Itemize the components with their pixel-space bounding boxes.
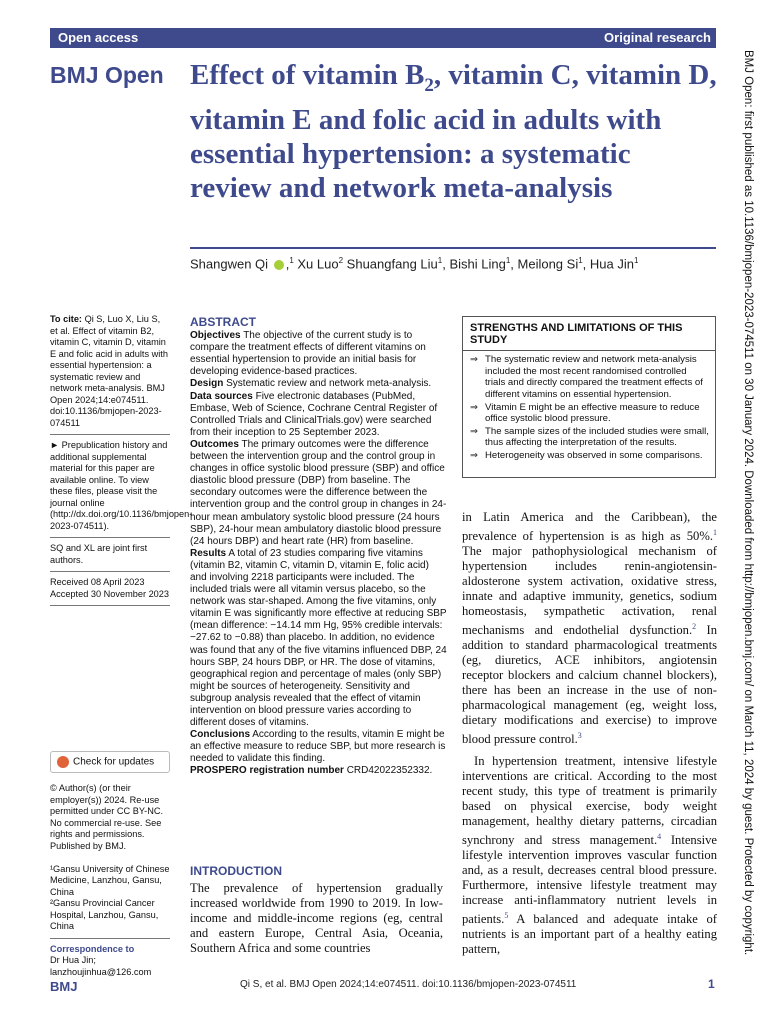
strength-item: ⇒ The sample sizes of the included studies were small, thus affecting the interpretation of the results.: [485, 426, 709, 449]
page-number: 1: [708, 977, 715, 991]
abstract-design: Design Systematic review and network meta-analysis.: [190, 378, 432, 390]
abstract-outcomes: Outcomes The primary outcomes were the difference between the intervention group and the control group in changes in office systolic blood pressure (SBP) and office diastolic blood pressure (DBP) from baseline. The secondary outcomes were the difference between the intervention group and the control group in changes in 24-hour mean ambulatory systolic blood pressure (24 hours SBP), 24-hour mean ambulatory diastolic blood pressure (24 hours DBP) and heart rate (HR) from baseline.: [190, 438, 447, 547]
reference-link[interactable]: 1: [713, 528, 717, 537]
reference-link[interactable]: 2: [692, 622, 697, 632]
author-name[interactable]: Meilong Si: [517, 256, 579, 272]
strength-item: ⇒ Vitamin E might be an effective measure to reduce office systolic blood pressure.: [485, 402, 709, 425]
article-type-label: Original research: [604, 30, 711, 45]
abstract-prospero: PROSPERO registration number CRD42022352332.: [190, 765, 433, 777]
prepub-note[interactable]: ► Prepublication history and additional supplemental material for this paper are available online. To view these files, please visit the journal online (http://dx.doi.org/10.1136/bmjopen-2023-074511).: [50, 440, 193, 531]
footer-citation: Qi S, et al. BMJ Open 2024;14:e074511. doi:10.1136/bmjopen-2023-074511: [240, 979, 577, 990]
top-banner: [50, 28, 716, 48]
strengths-box: [462, 316, 716, 478]
check-updates-button[interactable]: Check for updates: [50, 751, 170, 773]
affiliation-2: ²Gansu Provincial Cancer Hospital, Lanzhou, Gansu, China: [50, 898, 159, 932]
author-name[interactable]: Xu Luo: [297, 256, 339, 272]
correspondence-email[interactable]: lanzhoujinhua@126.com: [50, 966, 152, 977]
side-download-note: BMJ Open: first published as 10.1136/bmjopen-2023-074511 on 30 January 2024. Downloaded from http://bmjopen.bmj.com/ on March 11, 2024 by guest. Protected by copyright.: [742, 50, 754, 956]
body-text-column: [462, 510, 717, 957]
footer-logo: BMJ: [50, 979, 78, 994]
received-date: Received 08 April 2023: [50, 577, 145, 587]
abstract: [190, 316, 448, 778]
paragraph: In hypertension treatment, intensive lifestyle interventions are critical. According to the most recent study, this type of treatment is primarily based on physical exercise, body weight management, healthy dietary patterns, circadian synchrony and stress management.$^4$ Intensive lifestyle intervention improves vascular function and, as a result, decreases central blood pressure. Furthermore, intensive lifestyle treatment may increase anti-inflammatory nutrient levels in patients.$^5$ A balanced and adequate intake of nutrients is an important part of a healthy eating pattern,: [462, 753, 717, 956]
reference-link[interactable]: 5: [504, 910, 509, 920]
abstract-objectives: Objectives The objective of the current study is to compare the treatment effects of different vitamins on essential hypertension to provide an initial basis for developing evidence-based practices.: [190, 330, 426, 378]
strength-item: ⇒ Heterogeneity was observed in some comparisons.: [485, 450, 709, 462]
author-list: Shangwen Qi ,$^1$ Xu Luo$^2$ Shuangfang Liu$^1$, Bishi Ling$^1$, Meilong Si$^1$, Hua Jin$^1$: [190, 256, 639, 272]
affiliation-1: ¹Gansu University of Chinese Medicine, Lanzhou, Gansu, China: [50, 863, 170, 897]
left-sidebar: [50, 314, 193, 978]
abstract-heading: ABSTRACT: [190, 315, 256, 329]
joint-authors-note: SQ and XL are joint first authors.: [50, 543, 148, 565]
journal-logo: BMJ Open: [50, 62, 164, 88]
intro-heading: INTRODUCTION: [190, 864, 282, 878]
author-name[interactable]: Shuangfang Liu: [346, 256, 438, 272]
accepted-date: Accepted 30 November 2023: [50, 588, 170, 599]
paragraph: in Latin America and the Caribbean), the prevalence of hypertension is as high as 50%.$^1$ The major pathophysiological mechanism of hypertension includes renin-angiotensin-aldosterone system activation, oxidative stress, innate and adaptive immunity, genetics, sodium homeostasis, sympathetic activation, renal mechanisms and endothelial dysfunction.$^2$ In addition to standard pharmacological treatments (eg, diuretics, ACE inhibitors, angiotensin receptor blockers and calcium channel blockers), there has been an increase in the use of non-pharmacological management (eg, weight loss, dietary modifications and exercise) to improve blood pressure control.$^3$: [462, 510, 718, 747]
intro-text: The prevalence of hypertension gradually increased worldwide from 1990 to 2019. In low-income and middle-income regions (eg, central and eastern Europe, Central Asia, Oceania, Southern Africa and some countries: [190, 881, 443, 955]
strength-item: ⇒ The systematic review and network meta-analysis included the most recent randomised controlled trials and directly compared the treatment effects of different vitamins on essential hypertension.: [485, 354, 709, 400]
orcid-icon[interactable]: [274, 260, 284, 270]
article-title: Effect of vitamin $B_2$, vitamin C, vitamin D, vitamin E and folic acid in adults with essential hypertension: a systematic review and network meta-analysis: [190, 59, 717, 204]
copyright: © Author(s) (or their employer(s)) 2024. Re-use permitted under CC BY-NC. No commercial re-use. See rights and permissions. Published by BMJ.: [50, 783, 164, 851]
reference-link[interactable]: 3: [577, 731, 582, 741]
reference-link[interactable]: 4: [657, 831, 662, 841]
author-name[interactable]: Bishi Ling: [449, 256, 506, 272]
to-cite: To cite: Qi S, Luo X, Liu S, et al. Effect of vitamin B2, vitamin C, vitamin D, vitamin E and folic acid in adults with essential hypertension: a systematic review and network meta-analysis. BMJ Open 2024;14:e074511. doi:10.1136/bmjopen-2023-074511: [50, 314, 168, 428]
correspondence-label: Correspondence to: [50, 943, 135, 954]
strengths-heading: STRENGTHS AND LIMITATIONS OF THIS STUDY: [470, 322, 683, 346]
abstract-sources: Data sources Five electronic databases (PubMed, Embase, Web of Science, Cochrane Central Register of Controlled Trials and ClinicalTrials.gov) were searched from their inception to 25 September 2023.: [190, 390, 438, 438]
author-name[interactable]: Shangwen Qi: [190, 256, 269, 272]
abstract-results: Results A total of 23 studies comparing five vitamins (vitamin B2, vitamin C, vitamin D, vitamin E, folic acid) and involving 2218 participants were included. The included trials were all vitamin versus placebo, so the network was star-shaped. Among the five vitamins, only vitamin E was significantly more effective at reducing SBP (mean difference: −14.14 mm Hg, 95% credible intervals: −27.62 to −0.88) than placebo. In addition, no evidence was found that any of the five vitamins influenced DBP, 24 hours SBP, 24 hours DBP, or HR. The dose of vitamins, geographical region and percentage of males (only SBP) might be sources of heterogeneity. Sensitivity and subgroup analysis revealed that the effect of vitamin intervention on blood pressure varies according to different doses of vitamins.: [190, 547, 447, 729]
bookmark-icon: [57, 756, 69, 768]
open-access-label: Open access: [58, 30, 139, 45]
abstract-conclusions: Conclusions According to the results, vitamin E might be an effective measure to reduce SBP, but more research is needed to validate this finding.: [190, 729, 446, 765]
correspondence-name: Dr Hua Jin;: [50, 955, 96, 966]
author-name[interactable]: Hua Jin: [589, 256, 634, 272]
title-divider: [190, 247, 716, 249]
